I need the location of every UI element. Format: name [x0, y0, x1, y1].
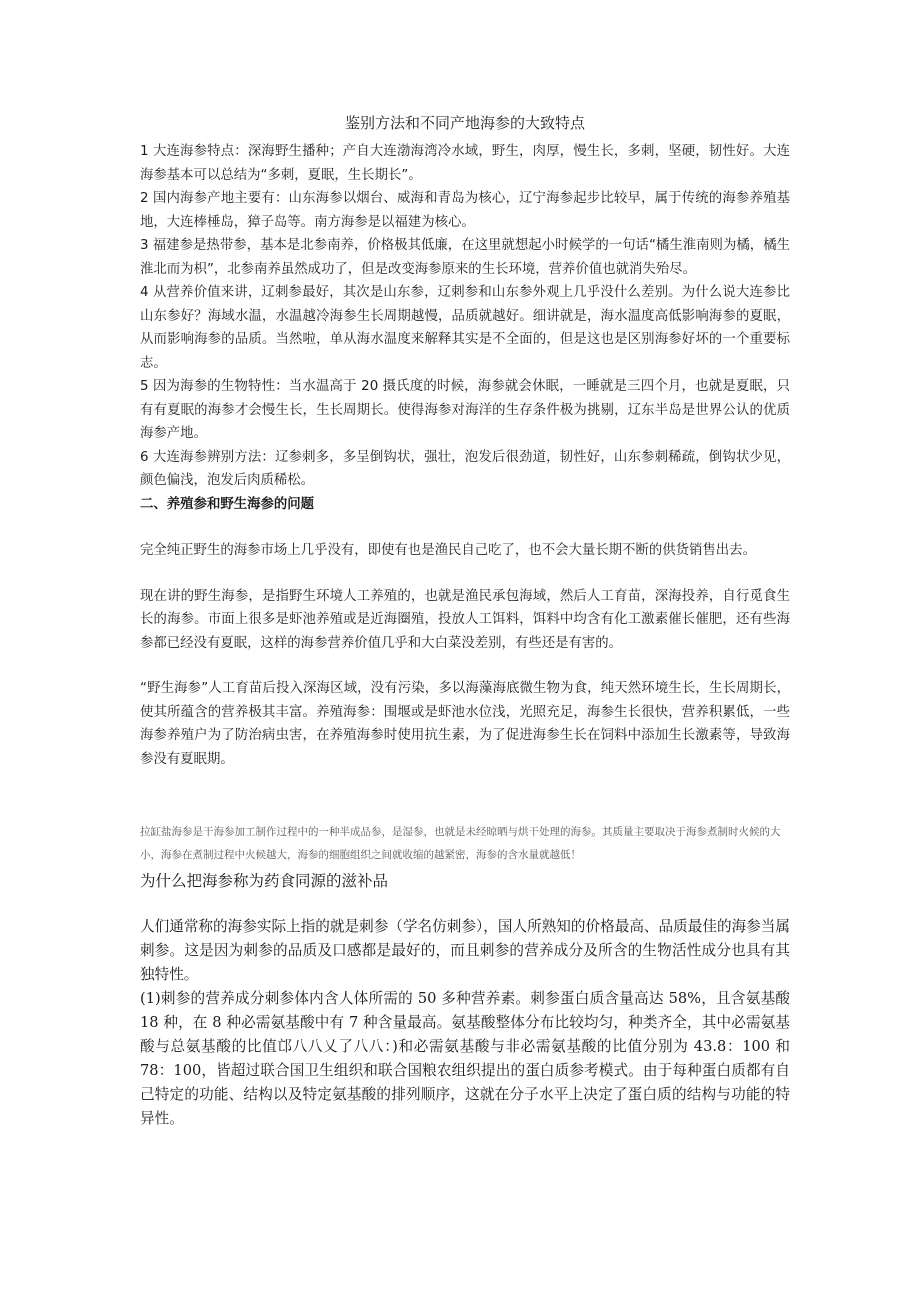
- spacer: [140, 893, 790, 915]
- paragraph: (1)刺参的营养成分刺参体内含人体所需的 50 多种营养素。刺参蛋白质含量高达 58%，且含氨基酸 18 种，在 8 种必需氨基酸中有 7 种含量最高。氨基酸整体分布比较均匀，种类齐全，其中必需氨基酸与总氨基酸的比值邙八八乂了八八：)和必需氨基酸与非必需氨基酸的比值分别为 43.8：100 和 78：100，皆超过联合国卫生组织和联合国粮农组织提出的蛋白质参考模式。由于每种蛋白质都有自己特定的功能、结构以及特定氨基酸的排列顺序，这就在分子水平上决定了蛋白质的结构与功能的特异性。: [140, 990, 790, 1127]
- paragraph: 2 国内海参产地主要有：山东海参以烟台、威海和青岛为核心，辽宁海参起步比较早，属于传统的海参养殖基地，大连棒棰岛，獐子岛等。南方海参是以福建为核心。: [140, 191, 790, 230]
- spacer: [140, 771, 790, 821]
- paragraph: “野生海参”人工育苗后投入深海区域，没有污染，多以海藻海底微生物为食，纯天然环境生长，生长周期长，使其所蕴含的营养极其丰富。养殖海参：围堰或是虾池水位浅，光照充足，海参生长很快，营养积累低，一些海参养殖户为了防治病虫害，在养殖海参时使用抗生素，为了促进海参生长在饲料中添加生长激素等，导致海参没有夏眠期。: [140, 681, 790, 767]
- paragraph: 3 福建参是热带参，基本是北参南养，价格极其低廉，在这里就想起小时候学的一句话“橘生淮南则为橘，橘生淮北而为枳”，北参南养虽然成功了，但是改变海参原来的生长环境，营养价值也就消失殆尽。: [140, 238, 790, 277]
- paragraph: 6 大连海参辨别方法：辽参刺多，多呈倒钩状，强壮，泡发后很劲道，韧性好，山东参刺稀疏，倒钩状少见，颜色偏浅，泡发后肉质稀松。: [140, 449, 790, 488]
- section-heading: 二、养殖参和野生海参的问题: [140, 496, 315, 512]
- paragraph: 1 大连海参特点：深海野生播种；产自大连渤海湾冷水域，野生，肉厚，慢生长，多刺，坚硬，韧性好。大连海参基本可以总结为“多刺，夏眠，生长期长”。: [140, 144, 790, 183]
- document-page: [140, 112, 790, 1131]
- section-heading: 为什么把海参称为药食同源的滋补品: [140, 872, 389, 890]
- document-title: 鉴别方法和不同产地海参的大致特点: [344, 114, 585, 132]
- spacer: [140, 655, 790, 677]
- note-paragraph: 拉缸盐海参是干海参加工制作过程中的一种半成品参，是湿参，也就是未经晾晒与烘干处理的海参。其质量主要取决于海参煮制时火候的大小，海参在煮制过程中火候越大，海参的细胞组织之间就收缩的越紧密，海参的含水量就越低！: [140, 826, 781, 861]
- paragraph: 现在讲的野生海参，是指野生环境人工养殖的，也就是渔民承包海域，然后人工育苗，深海投养，自行觅食生长的海参。市面上很多是虾池养殖或是近海圈殖，投放人工饵料，饵料中均含有化工激素催长催肥，还有些海参都已经没有夏眠，这样的海参营养价值几乎和大白菜没差别，有些还是有害的。: [140, 588, 790, 651]
- paragraph: 5 因为海参的生物特性：当水温高于 20 摄氏度的时候，海参就会休眠，一睡就是三四个月，也就是夏眠，只有有夏眠的海参才会慢生长，生长周期长。使得海参对海洋的生存条件极为挑剔，辽东半岛是世界公认的优质海参产地。: [140, 379, 790, 441]
- paragraph: 人们通常称的海参实际上指的就是刺参（学名仿刺参），国人所熟知的价格最高、品质最佳的海参当属刺参。这是因为刺参的品质及口感都是最好的，而且刺参的营养成分及所含的生物活性成分也具有其独特性。: [140, 918, 790, 983]
- spacer: [140, 563, 790, 585]
- paragraph: 4 从营养价值来讲，辽刺参最好，其次是山东参，辽刺参和山东参外观上几乎没什么差别。为什么说大连参比山东参好？海域水温，水温越冷海参生长周期越慢，品质就越好。细讲就是，海水温度高低影响海参的夏眠，从而影响海参的品质。当然啦，单从海水温度来解释其实是不全面的，但是这也是区别海参好坏的一个重要标志。: [140, 285, 790, 371]
- paragraph: 完全纯正野生的海参市场上几乎没有，即使有也是渔民自己吃了，也不会大量长期不断的供货销售出去。: [140, 543, 756, 558]
